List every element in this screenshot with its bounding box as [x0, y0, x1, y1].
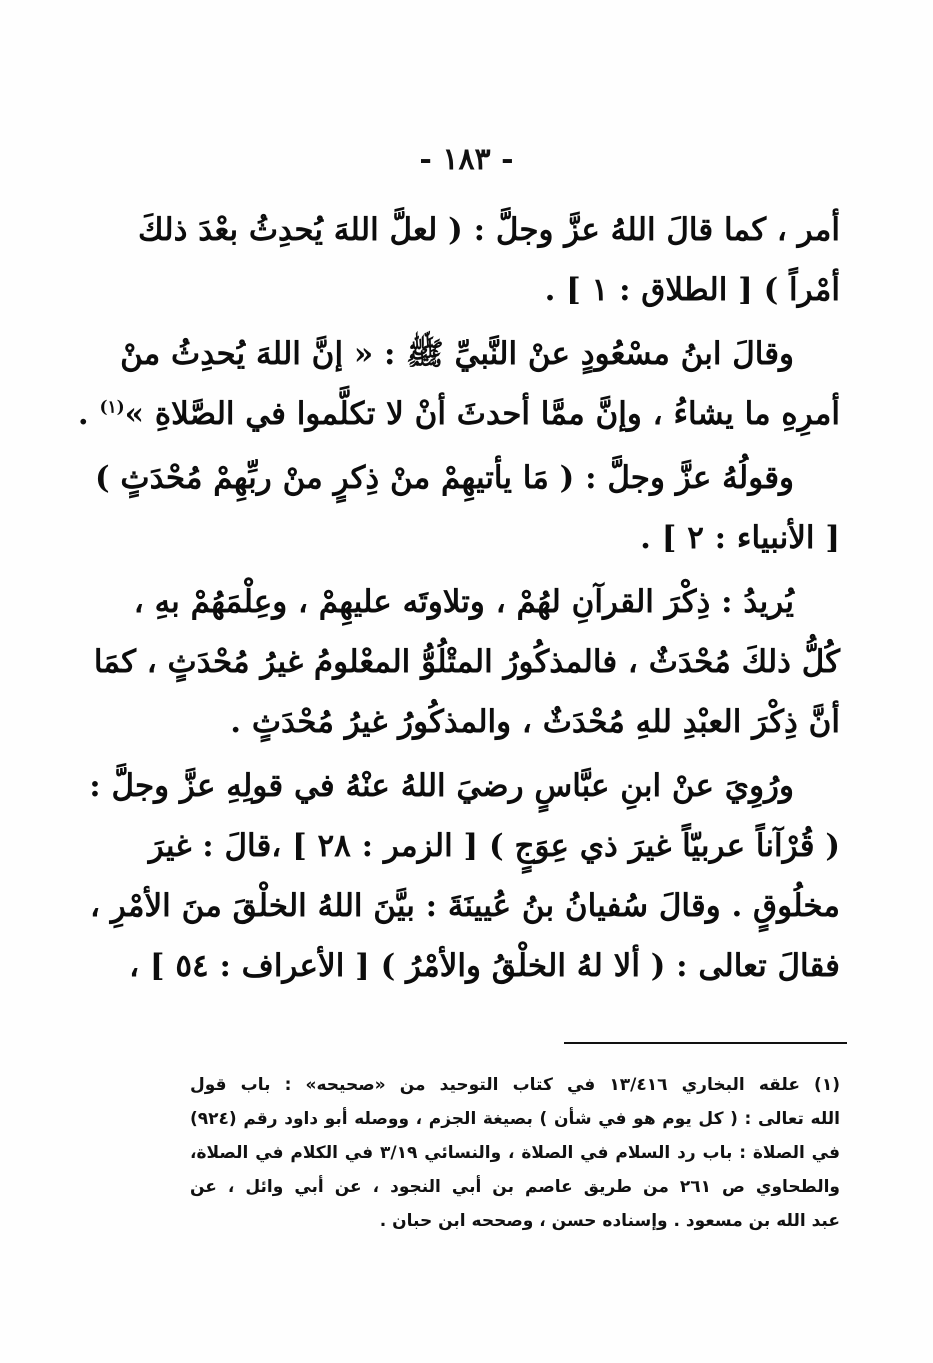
footnotes [190, 1068, 840, 1238]
footnote-line-5 [190, 1204, 840, 1238]
footnote-marker: (١) [99, 397, 125, 418]
text-line-6-content: [ الأنبياء : ٢ ] . [640, 520, 840, 556]
text-line-2 [190, 260, 840, 320]
text-line-1: أمر ، كما قالَ اللهُ عزَّ وجلَّ : ( لعلَّ اللهَ يُحدِثُ بعْدَ ذلكَ [138, 212, 840, 248]
text-line-2-content: أمْراً ) [ الطلاق : ١ ] . [544, 272, 840, 308]
main-text [77, 200, 840, 996]
text-line-9-content: أنَّ ذِكْرَ العبْدِ للهِ مُحْدَثٌ ، والمذكُورُ غيرُ مُحْدَثٍ . [230, 704, 840, 740]
footnote-line-2: الله تعالى : ( كل يوم هو في شأن ) بصيغة الجزم ، ووصله أبو داود رقم (٩٢٤) [190, 1109, 840, 1129]
page-number: - ١٨٣ - [419, 142, 514, 177]
text-line-10: ورُوِيَ عنْ ابنِ عبَّاسٍ رضيَ اللهُ عنْهُ في قولِهِ عزَّ وجلَّ : [89, 768, 794, 804]
text-line-5: وقولُهُ عزَّ وجلَّ : ( مَا يأتيهِمْ منْ ذِكرٍ منْ ربِّهِمْ مُحْدَثٍ ) [94, 460, 794, 496]
footnote-line-5-content: عبد الله بن مسعود . وإسناده حسن ، وصححه ابن حبان . [379, 1211, 840, 1231]
text-line-6 [190, 508, 840, 568]
text-line-12: مخلُوقٍ . وقالَ سُفيانُ بنُ عُيينَةَ : بيَّنَ اللهُ الخلْقَ منَ الأمْرِ ، [90, 888, 840, 924]
footnote-line-3: في الصلاة : باب رد السلام في الصلاة ، والنسائي ٣/١٩ في الكلام في الصلاة، [190, 1143, 840, 1163]
text-line-9 [190, 692, 840, 752]
footnote-separator [564, 1042, 847, 1044]
text-line-11: ( قُرْآناً عربيّاً غيرَ ذي عِوَجٍ ) [ الزمر : ٢٨ ] ،قالَ : غيرَ [148, 828, 840, 864]
text-line-4: أمرِهِ ما يشاءُ ، وإنَّ ممَّا أحدثَ أنْ لا تكلَّموا في الصَّلاةِ »$^{(١)}$ . [77, 396, 840, 432]
footnote-line-1: (١) علقه البخاري ١٣/٤١٦ في كتاب التوحيد من «صحيحه» : باب قول [190, 1075, 840, 1095]
text-line-8: كُلُّ ذلكَ مُحْدَثٌ ، فالمذكُورُ المتْلُوُّ المعْلومُ غيرُ مُحْدَثٍ ، كمَا [93, 644, 840, 680]
text-line-7: يُريدُ : ذِكْرَ القرآنِ لهُمْ ، وتلاوتَه عليهِمْ ، وعِلْمَهُمْ بهِ ، [133, 584, 794, 620]
text-line-3: وقالَ ابنُ مسْعُودٍ عنْ النَّبيِّ ﷺ : « إنَّ اللهَ يُحدِثُ منْ [120, 336, 794, 372]
text-line-4-content: أمرِهِ ما يشاءُ ، وإنَّ ممَّا أحدثَ أنْ لا تكلَّموا في الصَّلاةِ » [124, 396, 840, 432]
footnote-line-4: والطحاوي ص ٢٦١ من طريق عاصم بن أبي النجود ، عن أبي وائل ، عن [190, 1177, 840, 1197]
text-line-13: فقالَ تعالى : ( ألا لهُ الخلْقُ والأمْرُ ) [ الأعراف : ٥٤ ] ، [129, 948, 840, 984]
